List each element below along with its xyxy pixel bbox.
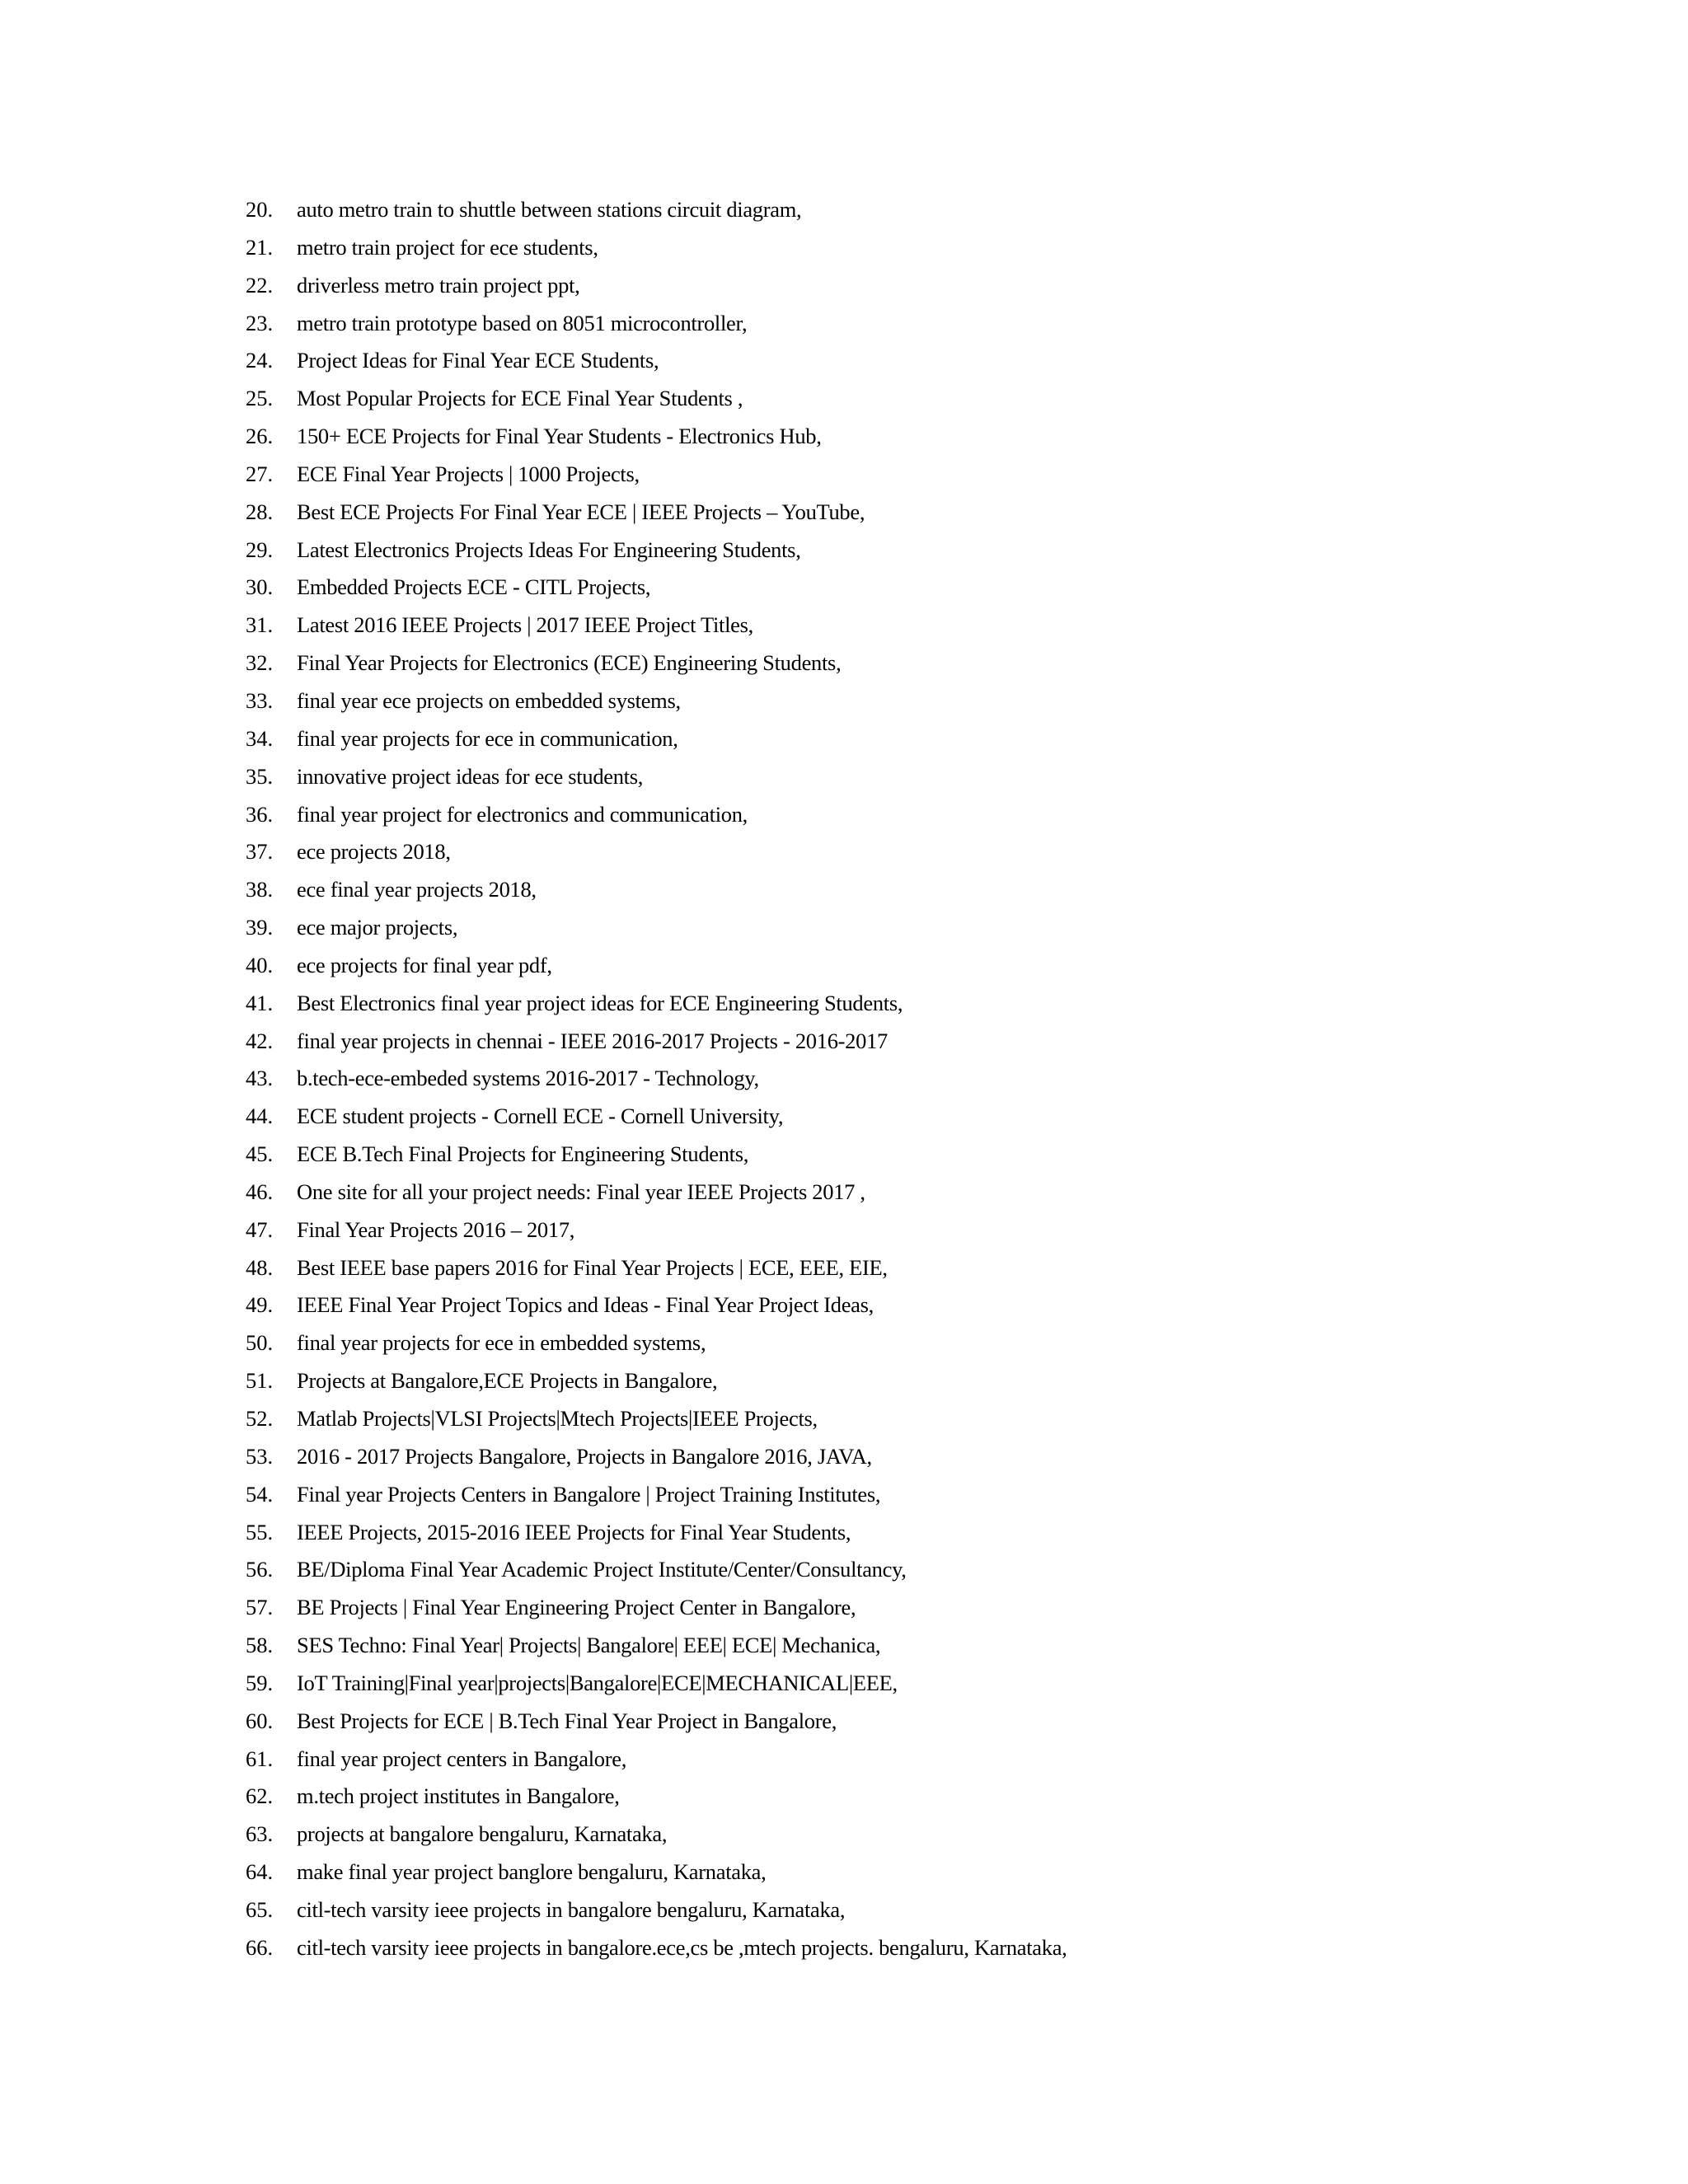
list-item-number: 27. xyxy=(246,461,274,486)
list-item-text: Best Electronics final year project ideas for ECE Engineering Students, xyxy=(297,990,903,1015)
list-item-text: IEEE Final Year Project Topics and Ideas - Final Year Project Ideas, xyxy=(297,1292,874,1318)
list-item-text: final year project for electronics and communication, xyxy=(297,801,748,827)
list-item xyxy=(246,191,1067,229)
list-item xyxy=(246,1514,1067,1552)
list-item xyxy=(246,1174,1067,1212)
list-item xyxy=(246,342,1067,380)
list-item-text: final year ece projects on embedded systems, xyxy=(297,687,681,713)
list-item-number: 39. xyxy=(246,915,274,940)
list-item xyxy=(246,305,1067,343)
list-item xyxy=(246,1551,1067,1589)
list-item-number: 52. xyxy=(246,1406,274,1431)
list-item-text: 2016 - 2017 Projects Bangalore, Projects in Bangalore 2016, JAVA, xyxy=(297,1443,872,1469)
list-item-number: 59. xyxy=(246,1670,274,1695)
list-item xyxy=(246,644,1067,682)
list-item-number: 36. xyxy=(246,801,274,827)
list-item xyxy=(246,1060,1067,1098)
list-item-number: 55. xyxy=(246,1519,274,1544)
list-item-text: auto metro train to shuttle between stations circuit diagram, xyxy=(297,197,802,222)
list-item-number: 35. xyxy=(246,763,274,789)
list-item-number: 21. xyxy=(246,234,274,260)
list-item-number: 28. xyxy=(246,499,274,524)
list-item xyxy=(246,1854,1067,1891)
list-item-text: citl-tech varsity ieee projects in bangalore bengaluru, Karnataka, xyxy=(297,1896,846,1922)
list-item xyxy=(246,1098,1067,1136)
list-item xyxy=(246,1400,1067,1438)
list-item-text: m.tech project institutes in Bangalore, xyxy=(297,1783,620,1809)
list-item-text: final year project centers in Bangalore, xyxy=(297,1746,627,1771)
list-item-text: final year projects for ece in communication, xyxy=(297,725,678,751)
list-item-number: 49. xyxy=(246,1292,274,1318)
list-item xyxy=(246,267,1067,305)
list-item xyxy=(246,607,1067,644)
list-item-text: metro train prototype based on 8051 microcontroller, xyxy=(297,310,748,335)
list-item-number: 40. xyxy=(246,952,274,977)
list-item-text: Project Ideas for Final Year ECE Students, xyxy=(297,348,659,373)
list-item-number: 32. xyxy=(246,650,274,676)
list-item xyxy=(246,720,1067,758)
list-item-number: 38. xyxy=(246,877,274,902)
list-item xyxy=(246,494,1067,532)
list-item xyxy=(246,1589,1067,1627)
list-item-number: 60. xyxy=(246,1708,274,1733)
list-item-text: Best IEEE base papers 2016 for Final Year Projects | ECE, EEE, EIE, xyxy=(297,1254,888,1280)
list-item xyxy=(246,1665,1067,1703)
list-item-number: 63. xyxy=(246,1821,274,1847)
list-item-text: ece final year projects 2018, xyxy=(297,877,537,902)
list-item-number: 37. xyxy=(246,839,274,865)
list-item-number: 31. xyxy=(246,612,274,638)
list-item-number: 58. xyxy=(246,1633,274,1658)
list-item xyxy=(246,1627,1067,1665)
list-item-number: 47. xyxy=(246,1216,274,1242)
list-item-text: Best Projects for ECE | B.Tech Final Year Project in Bangalore, xyxy=(297,1708,837,1733)
list-item xyxy=(246,985,1067,1023)
list-item xyxy=(246,1023,1067,1061)
list-item-number: 42. xyxy=(246,1028,274,1053)
list-item-text: Best ECE Projects For Final Year ECE | IEEE Projects – YouTube, xyxy=(297,499,865,524)
list-item xyxy=(246,1286,1067,1324)
list-item xyxy=(246,418,1067,456)
list-item xyxy=(246,380,1067,418)
list-item xyxy=(246,532,1067,569)
list-item-text: IoT Training|Final year|projects|Bangalore|ECE|MECHANICAL|EEE, xyxy=(297,1670,898,1695)
list-item-text: Final Year Projects for Electronics (ECE) Engineering Students, xyxy=(297,650,842,676)
list-item xyxy=(246,871,1067,909)
list-item-text: ece projects for final year pdf, xyxy=(297,952,552,977)
list-item-text: final year projects for ece in embedded systems, xyxy=(297,1330,706,1356)
list-item-text: ece major projects, xyxy=(297,915,458,940)
list-item xyxy=(246,456,1067,494)
list-item-text: metro train project for ece students, xyxy=(297,234,598,260)
list-item-text: Final Year Projects 2016 – 2017, xyxy=(297,1216,575,1242)
list-item-number: 50. xyxy=(246,1330,274,1356)
list-item xyxy=(246,1816,1067,1854)
list-item-text: projects at bangalore bengaluru, Karnataka, xyxy=(297,1821,668,1847)
list-item-number: 22. xyxy=(246,272,274,298)
list-item xyxy=(246,947,1067,985)
list-item xyxy=(246,569,1067,607)
list-item-number: 56. xyxy=(246,1557,274,1582)
list-item xyxy=(246,1703,1067,1741)
list-item-number: 54. xyxy=(246,1481,274,1507)
list-item-text: 150+ ECE Projects for Final Year Students - Electronics Hub, xyxy=(297,424,822,449)
list-item-text: b.tech-ece-embeded systems 2016-2017 - Technology, xyxy=(297,1066,759,1091)
list-item-text: One site for all your project needs: Final year IEEE Projects 2017 , xyxy=(297,1179,865,1204)
list-item-number: 46. xyxy=(246,1179,274,1204)
list-item-number: 62. xyxy=(246,1783,274,1809)
list-item xyxy=(246,1438,1067,1476)
list-item-number: 20. xyxy=(246,197,274,222)
list-item-number: 25. xyxy=(246,386,274,411)
list-item-text: Latest 2016 IEEE Projects | 2017 IEEE Project Titles, xyxy=(297,612,753,638)
list-item-number: 41. xyxy=(246,990,274,1015)
list-item-text: innovative project ideas for ece students, xyxy=(297,763,644,789)
list-item-text: Final year Projects Centers in Bangalore | Project Training Institutes, xyxy=(297,1481,881,1507)
list-item-number: 48. xyxy=(246,1254,274,1280)
list-item-text: Embedded Projects ECE - CITL Projects, xyxy=(297,574,651,600)
list-item-number: 26. xyxy=(246,424,274,449)
list-item-text: BE/Diploma Final Year Academic Project Institute/Center/Consultancy, xyxy=(297,1557,907,1582)
list-item-number: 43. xyxy=(246,1066,274,1091)
list-item-number: 44. xyxy=(246,1104,274,1129)
list-item xyxy=(246,1136,1067,1174)
list-item xyxy=(246,229,1067,267)
list-item xyxy=(246,1778,1067,1816)
list-item-number: 66. xyxy=(246,1934,274,1960)
list-item-text: Matlab Projects|VLSI Projects|Mtech Projects|IEEE Projects, xyxy=(297,1406,818,1431)
list-item-number: 65. xyxy=(246,1896,274,1922)
numbered-list xyxy=(246,191,1067,1967)
list-item xyxy=(246,833,1067,871)
list-item-text: ECE Final Year Projects | 1000 Projects, xyxy=(297,461,640,486)
list-item xyxy=(246,796,1067,834)
list-item xyxy=(246,1324,1067,1362)
list-item-number: 24. xyxy=(246,348,274,373)
list-item xyxy=(246,1929,1067,1967)
list-item-number: 23. xyxy=(246,310,274,335)
list-item-number: 61. xyxy=(246,1746,274,1771)
list-item xyxy=(246,1362,1067,1400)
list-item xyxy=(246,1212,1067,1249)
list-item-text: driverless metro train project ppt, xyxy=(297,272,580,298)
list-item-number: 53. xyxy=(246,1443,274,1469)
list-item-text: Most Popular Projects for ECE Final Year Students , xyxy=(297,386,743,411)
list-item-text: ECE B.Tech Final Projects for Engineering Students, xyxy=(297,1141,749,1167)
list-item-number: 45. xyxy=(246,1141,274,1167)
list-item-number: 34. xyxy=(246,725,274,751)
list-item-text: IEEE Projects, 2015-2016 IEEE Projects for Final Year Students, xyxy=(297,1519,851,1544)
list-item-text: Latest Electronics Projects Ideas For Engineering Students, xyxy=(297,537,801,562)
list-item xyxy=(246,758,1067,796)
list-item-number: 29. xyxy=(246,537,274,562)
list-item xyxy=(246,1476,1067,1514)
list-item xyxy=(246,1249,1067,1287)
list-item-text: make final year project banglore bengaluru, Karnataka, xyxy=(297,1859,767,1885)
list-item-text: final year projects in chennai - IEEE 2016-2017 Projects - 2016-2017 xyxy=(297,1028,888,1053)
list-item-text: BE Projects | Final Year Engineering Project Center in Bangalore, xyxy=(297,1595,856,1620)
list-item xyxy=(246,1891,1067,1929)
list-item-number: 33. xyxy=(246,687,274,713)
list-item-text: citl-tech varsity ieee projects in bangalore.ece,cs be ,mtech projects. bengaluru, Karnataka, xyxy=(297,1934,1067,1960)
list-item-number: 57. xyxy=(246,1595,274,1620)
list-item-text: ece projects 2018, xyxy=(297,839,451,865)
list-item xyxy=(246,1741,1067,1779)
list-item-number: 64. xyxy=(246,1859,274,1885)
list-item-text: ECE student projects - Cornell ECE - Cornell University, xyxy=(297,1104,784,1129)
list-item xyxy=(246,682,1067,720)
list-item-number: 51. xyxy=(246,1368,274,1394)
list-item-number: 30. xyxy=(246,574,274,600)
list-item-text: Projects at Bangalore,ECE Projects in Bangalore, xyxy=(297,1368,718,1394)
list-item xyxy=(246,909,1067,947)
list-item-text: SES Techno: Final Year| Projects| Bangalore| EEE| ECE| Mechanica, xyxy=(297,1633,881,1658)
